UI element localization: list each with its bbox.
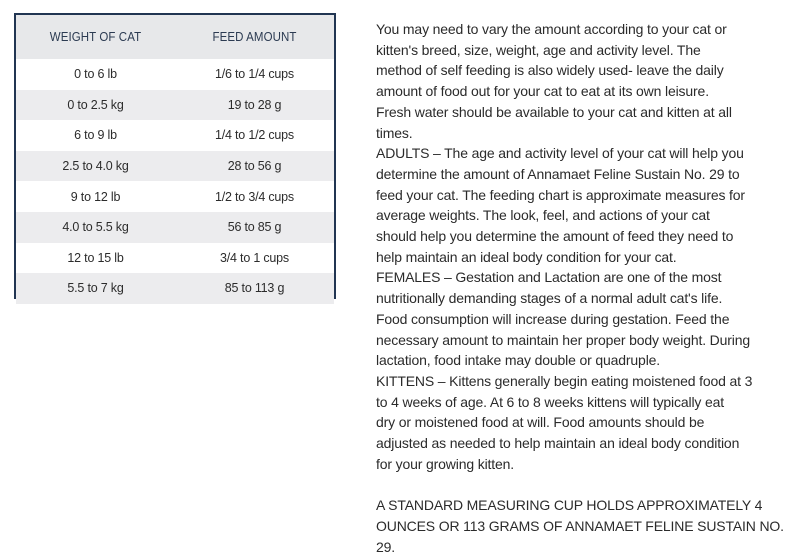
- weight-cell: 2.5 to 4.0 kg: [62, 159, 129, 174]
- column-header-feed-amount: FEED AMOUNT: [212, 30, 297, 44]
- feed-amount-cell: 85 to 113 g: [224, 281, 285, 296]
- weight-cell: 12 to 15 lb: [67, 250, 124, 265]
- adults-paragraph: ADULTS – The age and activity level of your cat will help you determine the amount of Annamaet Feline Sustain No. 29 to feed your cat. The feeding chart is approximate measures for average weights. The look, feel, and actions of your cat should help you determine the amount of feed they need to help maintain an ideal body condition for your cat.: [376, 145, 745, 265]
- feed-amount-cell: 1/4 to 1/2 cups: [214, 128, 294, 143]
- feed-amount-cell: 1/2 to 3/4 cups: [214, 189, 294, 204]
- feed-amount-cell: 28 to 56 g: [227, 159, 282, 174]
- table-row: [16, 273, 334, 304]
- table-row: [16, 151, 334, 182]
- weight-cell: 5.5 to 7 kg: [67, 281, 124, 296]
- feed-amount-cell: 19 to 28 g: [227, 97, 282, 112]
- measuring-cup-note: A STANDARD MEASURING CUP HOLDS APPROXIMATELY 4 OUNCES OR 113 GRAMS OF ANNAMAET FELINE SUSTAIN NO. 29.: [376, 497, 784, 555]
- weight-cell: 4.0 to 5.5 kg: [62, 220, 129, 235]
- feed-amount-cell: 56 to 85 g: [227, 220, 282, 235]
- females-paragraph: FEMALES – Gestation and Lactation are one of the most nutritionally demanding stages of a normal adult cat's life. Food consumption will increase during gestation. Feed the necessary amount to maintain her proper body weight. During lactation, food intake may double or quadruple.: [376, 269, 751, 369]
- weight-cell: 6 to 9 lb: [74, 128, 117, 143]
- feed-amount-cell: 1/6 to 1/4 cups: [214, 67, 294, 82]
- weight-cell: 0 to 2.5 kg: [67, 97, 124, 112]
- kittens-paragraph: KITTENS – Kittens generally begin eating moistened food at 3 to 4 weeks of age. At 6 to 8 weeks kittens will typically eat dry or moistened food at will. Food amounts should be adjusted as needed to help maintain an ideal body condition for your growing kitten.: [376, 372, 753, 472]
- column-header-weight: WEIGHT OF CAT: [49, 30, 142, 44]
- table-row: [16, 120, 334, 151]
- table-header-row: [16, 15, 334, 59]
- table-row: [16, 59, 334, 90]
- feeding-instructions: [376, 19, 796, 557]
- weight-cell: 9 to 12 lb: [70, 189, 121, 204]
- intro-paragraph: You may need to vary the amount according to your cat or kitten's breed, size, weight, age and activity level. The method of self feeding is also widely used- leave the daily amount of food out for your cat to eat at its own leisure. Fresh water should be available to your cat and kitten at all times.: [376, 21, 732, 141]
- feeding-chart-table: [14, 13, 336, 299]
- table-row: [16, 181, 334, 212]
- table-row: [16, 90, 334, 121]
- feed-amount-cell: 3/4 to 1 cups: [220, 250, 289, 265]
- weight-cell: 0 to 6 lb: [74, 67, 117, 82]
- table-row: [16, 243, 334, 274]
- table-row: [16, 212, 334, 243]
